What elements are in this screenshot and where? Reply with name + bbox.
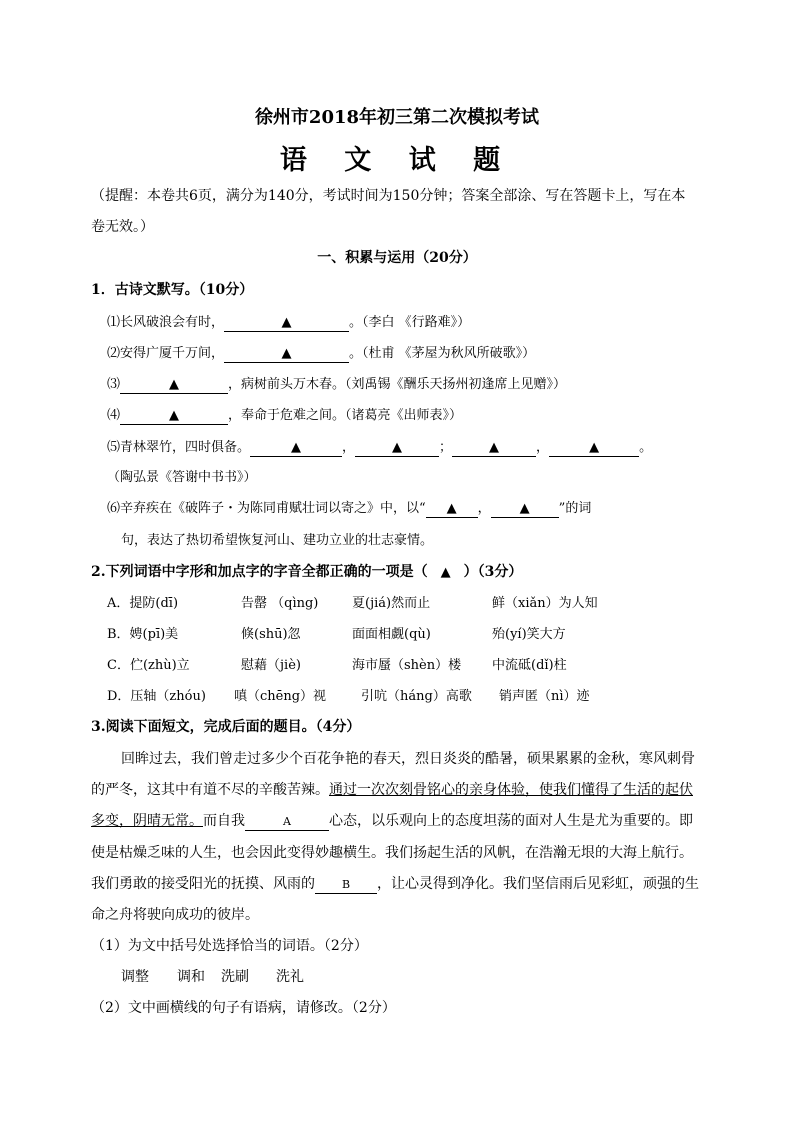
q3-para-text: 我们勇敢的接受阳光的抚摸、风雨的 — [91, 876, 315, 892]
exam-title: 徐州市2018年初三第二次模拟考试 — [254, 107, 540, 128]
q3-para-line-2 — [91, 779, 693, 799]
notice-line-2: 卷无效。） — [91, 219, 154, 235]
q2-title-end: ）（3分） — [463, 564, 523, 580]
triangle-marker-icon: ▲ — [281, 315, 292, 330]
option-word: 夏(jiá)然而止 — [352, 596, 431, 611]
option-word: 慰藉（jiè) — [241, 658, 301, 673]
answer-blank[interactable] — [120, 408, 228, 425]
answer-blank[interactable] — [549, 440, 639, 457]
q1-item-5-sep1: ， — [342, 440, 356, 455]
q2-title — [91, 561, 522, 581]
option-word: C．伫(zhù)立 — [107, 658, 190, 673]
q1-item-1 — [107, 311, 470, 332]
option-word: 嗔（chēng）视 — [234, 689, 327, 704]
q3-para-line-4: 使是枯燥乏味的人生，也会因此变得妙趣横生。我们扬起生活的风帆，在浩瀚无垠的大海上航行。 — [91, 845, 693, 861]
q1-item-6-post: ”的词 — [558, 501, 592, 516]
q1-item-1-pre: ⑴长风破浪会有时， — [107, 315, 225, 330]
q1-item-5-post: 。 — [639, 440, 653, 455]
answer-blank[interactable] — [250, 440, 342, 457]
answer-blank[interactable] — [491, 501, 559, 518]
q1-item-5-pre: ⑸青林翠竹，四时俱备。 — [107, 440, 251, 455]
q1-item-5-sep2: ； — [439, 440, 453, 455]
option-word: 殆(yí)笑大方 — [492, 627, 566, 642]
q3-para-text: 心态，以乐观向上的态度坦荡的面对人生是尤为重要的。即 — [329, 813, 693, 829]
q3-sub-question-1: （1）为文中括号处选择恰当的词语。（2分） — [91, 938, 368, 954]
q1-item-3-pre: ⑶ — [107, 377, 121, 392]
answer-slot[interactable] — [428, 564, 464, 580]
q1-item-1-post: 。（李白 《行路难》） — [349, 315, 471, 330]
answer-blank[interactable] — [452, 440, 536, 457]
option-word: 倏(shū)忽 — [241, 627, 301, 642]
option-word: D．压轴（zhóu) — [107, 689, 206, 704]
option-word: A．提防(dī) — [107, 596, 179, 611]
q3-title: 3.阅读下面短文，完成后面的题目。（4分） — [91, 719, 361, 735]
q1-item-4-post: ，奉命于危难之间。（诸葛亮《出师表》） — [228, 408, 463, 423]
answer-blank[interactable] — [426, 501, 478, 518]
triangle-marker-icon: ▲ — [489, 440, 500, 455]
q3-para-text: 而自我 — [203, 813, 245, 829]
triangle-marker-icon: ▲ — [281, 346, 292, 361]
q1-item-6-sep1: ， — [477, 501, 491, 516]
q3-para-line-3 — [91, 810, 693, 831]
answer-blank[interactable] — [120, 377, 228, 394]
q1-item-2 — [107, 342, 535, 363]
q1-item-4-pre: ⑷ — [107, 408, 121, 423]
q1-item-4 — [107, 404, 462, 425]
triangle-marker-icon: ▲ — [392, 440, 403, 455]
word-choice[interactable]: 洗刷 — [221, 969, 249, 985]
q1-item-3 — [107, 373, 566, 394]
q1-item-6-cont: 句，表达了热切希望恢复河山、建功立业的壮志豪情。 — [121, 533, 434, 548]
q1-item-6 — [107, 497, 591, 518]
word-choice[interactable]: 调和 — [177, 969, 205, 985]
q1-item-2-post: 。（杜甫 《茅屋为秋风所破歌》） — [349, 346, 536, 361]
answer-blank[interactable] — [224, 315, 349, 332]
q3-para-line-6: 命之舟将驶向成功的彼岸。 — [91, 907, 259, 923]
triangle-marker-icon: ▲ — [589, 440, 600, 455]
subject-title: 语 文 试 题 — [279, 145, 515, 176]
q1-item-3-post: ，病树前头万木春。（刘禹锡《酬乐天扬州初逢席上见赠》） — [228, 377, 567, 392]
option-word: B．娉(pī)美 — [107, 627, 179, 642]
option-word: 销声匿（nì）迹 — [499, 689, 590, 704]
answer-blank[interactable] — [224, 346, 349, 363]
triangle-marker-icon: ▲ — [519, 501, 530, 516]
word-choice[interactable]: 洗礼 — [276, 969, 304, 985]
q3-para-line-1: 回眸过去，我们曾走过多少个百花争艳的春天，烈日炎炎的酷暑，硕果累累的金秋，寒风刺骨 — [121, 751, 695, 767]
underlined-sentence: 通过一次次刻骨铭心的亲身体验，使我们懂得了生活的起伏 — [329, 782, 693, 798]
triangle-marker-icon: ▲ — [169, 377, 180, 392]
option-word: 面面相觑(qù) — [352, 627, 431, 642]
triangle-marker-icon: ▲ — [440, 565, 451, 580]
triangle-marker-icon: ▲ — [446, 501, 457, 516]
q3-sub-question-2: （2）文中画横线的句子有语病，请修改。（2分） — [91, 1000, 396, 1016]
q1-item-6-pre: ⑹辛弃疾在《破阵子・为陈同甫赋壮词以寄之》中，以“ — [107, 501, 426, 516]
q2-title-text: 2.下列词语中字形和加点字的字音全都正确的一项是（ — [91, 564, 428, 580]
triangle-marker-icon: ▲ — [169, 408, 180, 423]
q1-item-5-sep3: ， — [536, 440, 550, 455]
underlined-sentence: 多变，阴晴无常。 — [91, 813, 203, 829]
q1-item-2-pre: ⑵安得广厦千万间， — [107, 346, 225, 361]
q3-para-text: ，让心灵得到净化。我们坚信雨后见彩虹，顽强的生 — [377, 876, 699, 892]
option-word: 引吭（háng）高歌 — [361, 689, 472, 704]
option-word: 鲜（xiǎn）为人知 — [492, 596, 598, 611]
triangle-marker-icon: ▲ — [291, 440, 302, 455]
q1-item-5 — [107, 436, 652, 457]
q1-item-5-source: （陶弘景《答谢中书书》） — [107, 470, 257, 485]
q1-title: 1．古诗文默写。（10分） — [91, 282, 254, 298]
q3-para-line-5 — [91, 873, 699, 894]
option-word: 中流砥(dǐ)柱 — [492, 658, 567, 673]
section-title: 一、积累与运用（20分） — [317, 250, 477, 266]
option-word: 海市蜃（shèn）楼 — [352, 658, 462, 673]
answer-blank[interactable] — [355, 440, 439, 457]
blank-b[interactable]: B — [315, 877, 377, 894]
notice-line-1: （提醒：本卷共6页，满分为140分，考试时间为150分钟；答案全部涂、写在答题卡上，写在本 — [91, 188, 686, 204]
q3-para-text: 的严冬，这其中有道不尽的辛酸苦辣。 — [91, 782, 329, 798]
blank-a[interactable]: A — [245, 814, 329, 831]
word-choice[interactable]: 调整 — [121, 969, 149, 985]
option-word: 告罄 （qìng) — [241, 596, 319, 611]
